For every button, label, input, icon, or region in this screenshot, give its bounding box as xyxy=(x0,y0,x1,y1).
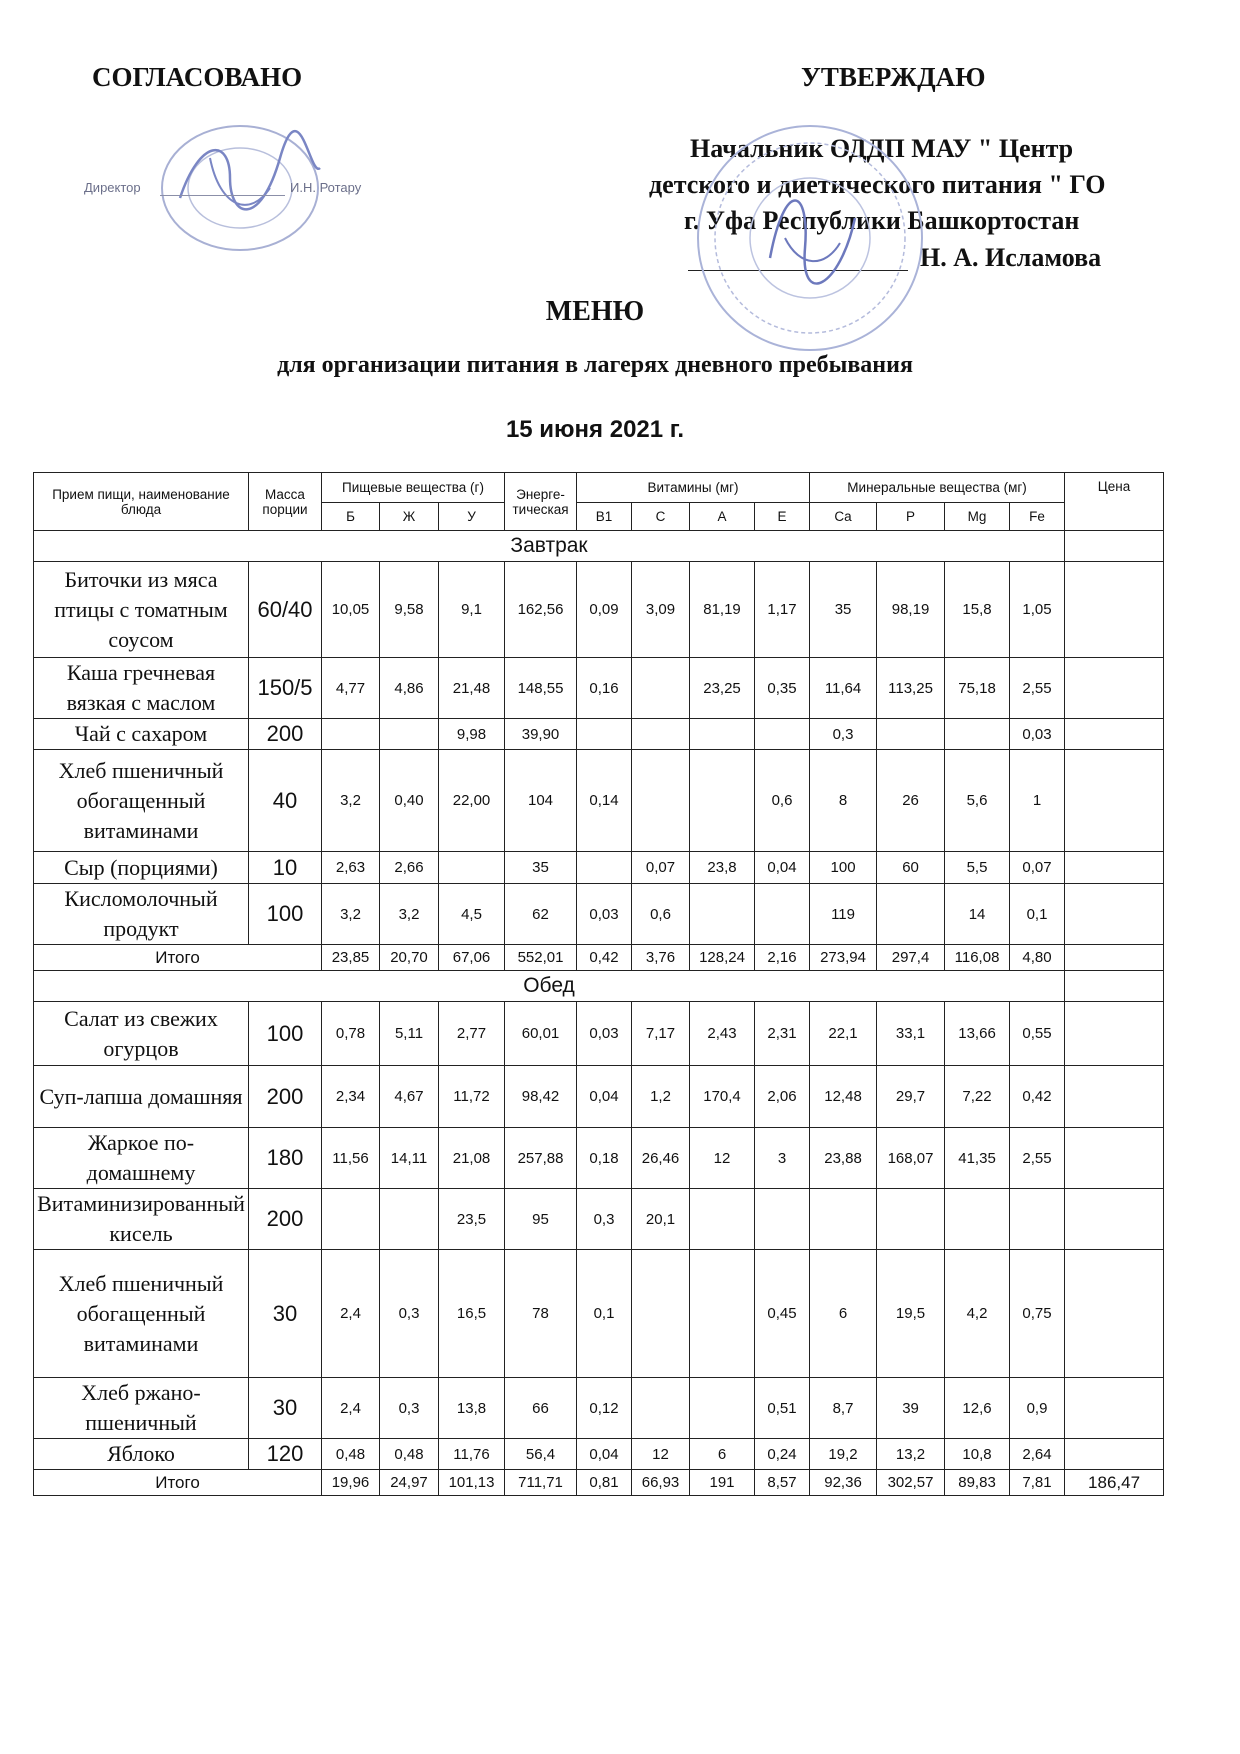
value-cell: 23,8 xyxy=(690,852,755,884)
value-cell xyxy=(322,719,380,750)
value-cell: 12,6 xyxy=(945,1378,1010,1439)
value-cell: 0,03 xyxy=(577,884,632,945)
dish-name: Каша гречневая вязкая с маслом xyxy=(34,658,249,719)
page-title: МЕНЮ xyxy=(545,296,645,327)
value-cell xyxy=(380,719,439,750)
price-cell xyxy=(1065,1128,1164,1189)
dish-mass: 10 xyxy=(249,852,322,884)
value-cell: 9,98 xyxy=(439,719,505,750)
value-cell: 0,42 xyxy=(1010,1066,1065,1128)
header-ca: Ca xyxy=(810,503,877,531)
price-cell xyxy=(1065,719,1164,750)
value-cell: 2,31 xyxy=(755,1002,810,1066)
total-value-cell: 116,08 xyxy=(945,945,1010,971)
value-cell: 0,07 xyxy=(632,852,690,884)
left-signature-line xyxy=(160,195,285,196)
header-minerals: Минеральные вещества (мг) xyxy=(810,473,1065,503)
total-value-cell: 67,06 xyxy=(439,945,505,971)
value-cell: 1 xyxy=(1010,750,1065,852)
value-cell xyxy=(632,1378,690,1439)
value-cell: 257,88 xyxy=(505,1128,577,1189)
approver-line-1: Начальник ОДДП МАУ " Центр xyxy=(690,134,1074,163)
header-carbs: У xyxy=(439,503,505,531)
value-cell: 13,8 xyxy=(439,1378,505,1439)
price-cell xyxy=(1065,1002,1164,1066)
value-cell: 98,42 xyxy=(505,1066,577,1128)
value-cell: 6 xyxy=(810,1250,877,1378)
value-cell: 2,66 xyxy=(380,852,439,884)
value-cell: 4,86 xyxy=(380,658,439,719)
price-cell xyxy=(1065,1066,1164,1128)
value-cell: 0,3 xyxy=(810,719,877,750)
value-cell: 2,06 xyxy=(755,1066,810,1128)
section-heading: Обед xyxy=(34,971,1065,1002)
value-cell: 11,56 xyxy=(322,1128,380,1189)
value-cell xyxy=(577,852,632,884)
dish-name: Чай с сахаром xyxy=(34,719,249,750)
value-cell xyxy=(632,1250,690,1378)
header-vit-b1: В1 xyxy=(577,503,632,531)
total-value-cell: 711,71 xyxy=(505,1470,577,1496)
value-cell xyxy=(690,750,755,852)
value-cell: 4,67 xyxy=(380,1066,439,1128)
section-heading: Завтрак xyxy=(34,531,1065,562)
dish-name: Жаркое по-домашнему xyxy=(34,1128,249,1189)
value-cell: 35 xyxy=(505,852,577,884)
value-cell: 41,35 xyxy=(945,1128,1010,1189)
value-cell: 75,18 xyxy=(945,658,1010,719)
price-cell xyxy=(1065,1189,1164,1250)
table-row xyxy=(34,1128,1164,1189)
value-cell: 2,55 xyxy=(1010,658,1065,719)
dish-mass: 200 xyxy=(249,719,322,750)
value-cell: 3,2 xyxy=(380,884,439,945)
value-cell: 0,03 xyxy=(1010,719,1065,750)
value-cell: 23,5 xyxy=(439,1189,505,1250)
value-cell: 0,03 xyxy=(577,1002,632,1066)
value-cell: 1,2 xyxy=(632,1066,690,1128)
value-cell: 0,6 xyxy=(632,884,690,945)
value-cell: 0,51 xyxy=(755,1378,810,1439)
value-cell: 11,72 xyxy=(439,1066,505,1128)
value-cell: 29,7 xyxy=(877,1066,945,1128)
value-cell xyxy=(1010,1189,1065,1250)
total-value-cell: 24,97 xyxy=(380,1470,439,1496)
total-value-cell: 101,13 xyxy=(439,1470,505,1496)
value-cell: 0,18 xyxy=(577,1128,632,1189)
value-cell: 21,48 xyxy=(439,658,505,719)
value-cell: 26,46 xyxy=(632,1128,690,1189)
total-value-cell: 8,57 xyxy=(755,1470,810,1496)
value-cell: 0,1 xyxy=(577,1250,632,1378)
value-cell: 20,1 xyxy=(632,1189,690,1250)
table-row xyxy=(34,562,1164,658)
total-value-cell: 20,70 xyxy=(380,945,439,971)
page-subtitle: для организации питания в лагерях дневного пребывания xyxy=(277,352,913,378)
value-cell: 35 xyxy=(810,562,877,658)
value-cell: 12 xyxy=(632,1439,690,1470)
value-cell: 16,5 xyxy=(439,1250,505,1378)
dish-mass: 180 xyxy=(249,1128,322,1189)
total-row xyxy=(34,1470,1164,1496)
total-value-cell: 66,93 xyxy=(632,1470,690,1496)
dish-mass: 200 xyxy=(249,1189,322,1250)
total-label: Итого xyxy=(34,945,322,971)
value-cell: 39,90 xyxy=(505,719,577,750)
value-cell: 11,76 xyxy=(439,1439,505,1470)
total-value-cell: 552,01 xyxy=(505,945,577,971)
value-cell: 12 xyxy=(690,1128,755,1189)
dish-mass: 30 xyxy=(249,1378,322,1439)
value-cell: 0,3 xyxy=(380,1250,439,1378)
total-value-cell: 2,16 xyxy=(755,945,810,971)
value-cell: 2,4 xyxy=(322,1250,380,1378)
value-cell: 5,5 xyxy=(945,852,1010,884)
dish-name: Хлеб пшеничный обогащенный витаминами xyxy=(34,750,249,852)
dish-name: Биточки из мяса птицы с томатным соусом xyxy=(34,562,249,658)
value-cell xyxy=(690,719,755,750)
value-cell xyxy=(632,750,690,852)
header-mass: Масса порции xyxy=(249,473,322,531)
value-cell: 6 xyxy=(690,1439,755,1470)
value-cell: 23,25 xyxy=(690,658,755,719)
price-cell xyxy=(1065,750,1164,852)
value-cell: 4,77 xyxy=(322,658,380,719)
total-value-cell: 0,81 xyxy=(577,1470,632,1496)
total-value-cell: 23,85 xyxy=(322,945,380,971)
value-cell xyxy=(577,719,632,750)
value-cell: 78 xyxy=(505,1250,577,1378)
value-cell xyxy=(690,1250,755,1378)
value-cell: 5,11 xyxy=(380,1002,439,1066)
price-cell xyxy=(1065,1378,1164,1439)
table-row xyxy=(34,1066,1164,1128)
table-row xyxy=(34,852,1164,884)
value-cell: 0,55 xyxy=(1010,1002,1065,1066)
value-cell: 168,07 xyxy=(877,1128,945,1189)
dish-mass: 200 xyxy=(249,1066,322,1128)
value-cell: 0,12 xyxy=(577,1378,632,1439)
table-row xyxy=(34,1439,1164,1470)
value-cell: 13,2 xyxy=(877,1439,945,1470)
left-signature-role: Директор xyxy=(84,180,141,195)
dish-mass: 150/5 xyxy=(249,658,322,719)
price-cell xyxy=(1065,562,1164,658)
table-row xyxy=(34,719,1164,750)
value-cell xyxy=(945,719,1010,750)
price-cell xyxy=(1065,971,1164,1002)
header-energy: Энерге-тическая xyxy=(505,473,577,531)
value-cell xyxy=(755,884,810,945)
approver-line-3: г. Уфа Республики Башкортостан xyxy=(684,206,1080,235)
value-cell: 0,1 xyxy=(1010,884,1065,945)
total-row xyxy=(34,945,1164,971)
dish-mass: 100 xyxy=(249,1002,322,1066)
menu-date: 15 июня 2021 г. xyxy=(505,416,685,443)
value-cell: 60,01 xyxy=(505,1002,577,1066)
header-vit-c: С xyxy=(632,503,690,531)
value-cell: 113,25 xyxy=(877,658,945,719)
value-cell: 8,7 xyxy=(810,1378,877,1439)
value-cell: 15,8 xyxy=(945,562,1010,658)
value-cell: 0,35 xyxy=(755,658,810,719)
table-row xyxy=(34,884,1164,945)
price-cell xyxy=(1065,1439,1164,1470)
table-row xyxy=(34,1002,1164,1066)
value-cell: 14 xyxy=(945,884,1010,945)
value-cell: 119 xyxy=(810,884,877,945)
header-mg: Mg xyxy=(945,503,1010,531)
total-value-cell: 302,57 xyxy=(877,1470,945,1496)
value-cell: 22,1 xyxy=(810,1002,877,1066)
table-row xyxy=(34,1250,1164,1378)
value-cell: 100 xyxy=(810,852,877,884)
value-cell: 0,04 xyxy=(577,1439,632,1470)
value-cell: 60 xyxy=(877,852,945,884)
value-cell xyxy=(810,1189,877,1250)
value-cell: 3,2 xyxy=(322,884,380,945)
value-cell: 98,19 xyxy=(877,562,945,658)
header-vit-a: А xyxy=(690,503,755,531)
value-cell: 3 xyxy=(755,1128,810,1189)
table-row xyxy=(34,658,1164,719)
value-cell: 2,64 xyxy=(1010,1439,1065,1470)
header-meal: Прием пищи, наименование блюда xyxy=(34,473,249,531)
value-cell xyxy=(632,719,690,750)
value-cell: 2,63 xyxy=(322,852,380,884)
table-row xyxy=(34,750,1164,852)
dish-name: Хлеб ржано-пшеничный xyxy=(34,1378,249,1439)
header-vitamins: Витамины (мг) xyxy=(577,473,810,503)
header-price: Цена xyxy=(1065,473,1164,531)
left-signature-name: И.Н. Ротару xyxy=(290,180,362,195)
value-cell: 0,16 xyxy=(577,658,632,719)
value-cell: 0,04 xyxy=(577,1066,632,1128)
value-cell: 0,07 xyxy=(1010,852,1065,884)
header-protein: Б xyxy=(322,503,380,531)
value-cell: 0,9 xyxy=(1010,1378,1065,1439)
value-cell: 11,64 xyxy=(810,658,877,719)
value-cell: 0,75 xyxy=(1010,1250,1065,1378)
value-cell: 9,58 xyxy=(380,562,439,658)
total-value-cell: 19,96 xyxy=(322,1470,380,1496)
value-cell: 10,8 xyxy=(945,1439,1010,1470)
price-cell xyxy=(1065,852,1164,884)
value-cell: 33,1 xyxy=(877,1002,945,1066)
value-cell: 4,2 xyxy=(945,1250,1010,1378)
total-value-cell: 4,80 xyxy=(1010,945,1065,971)
total-value-cell: 191 xyxy=(690,1470,755,1496)
value-cell: 95 xyxy=(505,1189,577,1250)
dish-name: Сыр (порциями) xyxy=(34,852,249,884)
value-cell xyxy=(322,1189,380,1250)
table-row xyxy=(34,1189,1164,1250)
value-cell: 1,17 xyxy=(755,562,810,658)
header-fat: Ж xyxy=(380,503,439,531)
value-cell: 0,78 xyxy=(322,1002,380,1066)
value-cell xyxy=(945,1189,1010,1250)
dish-name: Хлеб пшеничный обогащенный витаминами xyxy=(34,1250,249,1378)
agreed-heading: СОГЛАСОВАНО xyxy=(92,62,303,92)
value-cell: 14,11 xyxy=(380,1128,439,1189)
value-cell: 0,3 xyxy=(380,1378,439,1439)
approve-heading: УТВЕРЖДАЮ xyxy=(801,62,986,92)
value-cell: 5,6 xyxy=(945,750,1010,852)
approver-line-2: детского и диетического питания " ГО xyxy=(649,170,1106,199)
value-cell: 0,48 xyxy=(322,1439,380,1470)
value-cell: 66 xyxy=(505,1378,577,1439)
dish-mass: 40 xyxy=(249,750,322,852)
total-price xyxy=(1065,945,1164,971)
header-nutrients: Пищевые вещества (г) xyxy=(322,473,505,503)
total-value-cell: 297,4 xyxy=(877,945,945,971)
total-value-cell: 0,42 xyxy=(577,945,632,971)
total-value-cell: 3,76 xyxy=(632,945,690,971)
total-value-cell: 128,24 xyxy=(690,945,755,971)
price-cell xyxy=(1065,531,1164,562)
value-cell xyxy=(439,852,505,884)
dish-name: Яблоко xyxy=(34,1439,249,1470)
price-cell xyxy=(1065,658,1164,719)
value-cell: 0,3 xyxy=(577,1189,632,1250)
value-cell: 13,66 xyxy=(945,1002,1010,1066)
dish-mass: 120 xyxy=(249,1439,322,1470)
value-cell: 3,2 xyxy=(322,750,380,852)
value-cell: 0,48 xyxy=(380,1439,439,1470)
value-cell: 10,05 xyxy=(322,562,380,658)
value-cell: 7,17 xyxy=(632,1002,690,1066)
total-value-cell: 7,81 xyxy=(1010,1470,1065,1496)
total-price: 186,47 xyxy=(1065,1470,1164,1496)
value-cell: 56,4 xyxy=(505,1439,577,1470)
value-cell: 0,04 xyxy=(755,852,810,884)
dish-mass: 100 xyxy=(249,884,322,945)
value-cell xyxy=(877,884,945,945)
value-cell xyxy=(690,1378,755,1439)
value-cell: 62 xyxy=(505,884,577,945)
value-cell: 22,00 xyxy=(439,750,505,852)
value-cell: 0,09 xyxy=(577,562,632,658)
value-cell: 0,6 xyxy=(755,750,810,852)
value-cell xyxy=(877,719,945,750)
value-cell: 19,5 xyxy=(877,1250,945,1378)
value-cell: 2,43 xyxy=(690,1002,755,1066)
value-cell: 8 xyxy=(810,750,877,852)
approver-name: Н. А. Исламова xyxy=(920,243,1102,272)
value-cell: 12,48 xyxy=(810,1066,877,1128)
total-value-cell: 89,83 xyxy=(945,1470,1010,1496)
value-cell: 0,40 xyxy=(380,750,439,852)
total-value-cell: 273,94 xyxy=(810,945,877,971)
value-cell: 19,2 xyxy=(810,1439,877,1470)
value-cell: 2,4 xyxy=(322,1378,380,1439)
value-cell: 21,08 xyxy=(439,1128,505,1189)
table-row xyxy=(34,1378,1164,1439)
value-cell: 2,55 xyxy=(1010,1128,1065,1189)
total-label: Итого xyxy=(34,1470,322,1496)
value-cell xyxy=(632,658,690,719)
value-cell xyxy=(380,1189,439,1250)
value-cell: 148,55 xyxy=(505,658,577,719)
value-cell: 4,5 xyxy=(439,884,505,945)
dish-name: Кисломолочный продукт xyxy=(34,884,249,945)
dish-name: Салат из свежих огурцов xyxy=(34,1002,249,1066)
value-cell: 23,88 xyxy=(810,1128,877,1189)
dish-mass: 60/40 xyxy=(249,562,322,658)
value-cell: 0,45 xyxy=(755,1250,810,1378)
price-cell xyxy=(1065,1250,1164,1378)
value-cell: 81,19 xyxy=(690,562,755,658)
value-cell: 39 xyxy=(877,1378,945,1439)
total-value-cell: 92,36 xyxy=(810,1470,877,1496)
value-cell xyxy=(755,719,810,750)
header-vit-e: Е xyxy=(755,503,810,531)
value-cell: 3,09 xyxy=(632,562,690,658)
menu-table xyxy=(33,472,1164,1496)
header-fe: Fe xyxy=(1010,503,1065,531)
value-cell xyxy=(877,1189,945,1250)
value-cell: 0,14 xyxy=(577,750,632,852)
header-p: P xyxy=(877,503,945,531)
value-cell: 2,77 xyxy=(439,1002,505,1066)
dish-name: Суп-лапша домашняя xyxy=(34,1066,249,1128)
value-cell: 104 xyxy=(505,750,577,852)
value-cell: 7,22 xyxy=(945,1066,1010,1128)
value-cell: 9,1 xyxy=(439,562,505,658)
dish-name: Витаминизированный кисель xyxy=(34,1189,249,1250)
value-cell: 162,56 xyxy=(505,562,577,658)
value-cell xyxy=(690,884,755,945)
price-cell xyxy=(1065,884,1164,945)
value-cell xyxy=(690,1189,755,1250)
value-cell: 1,05 xyxy=(1010,562,1065,658)
value-cell: 2,34 xyxy=(322,1066,380,1128)
value-cell: 170,4 xyxy=(690,1066,755,1128)
dish-mass: 30 xyxy=(249,1250,322,1378)
value-cell: 0,24 xyxy=(755,1439,810,1470)
value-cell: 26 xyxy=(877,750,945,852)
value-cell xyxy=(755,1189,810,1250)
